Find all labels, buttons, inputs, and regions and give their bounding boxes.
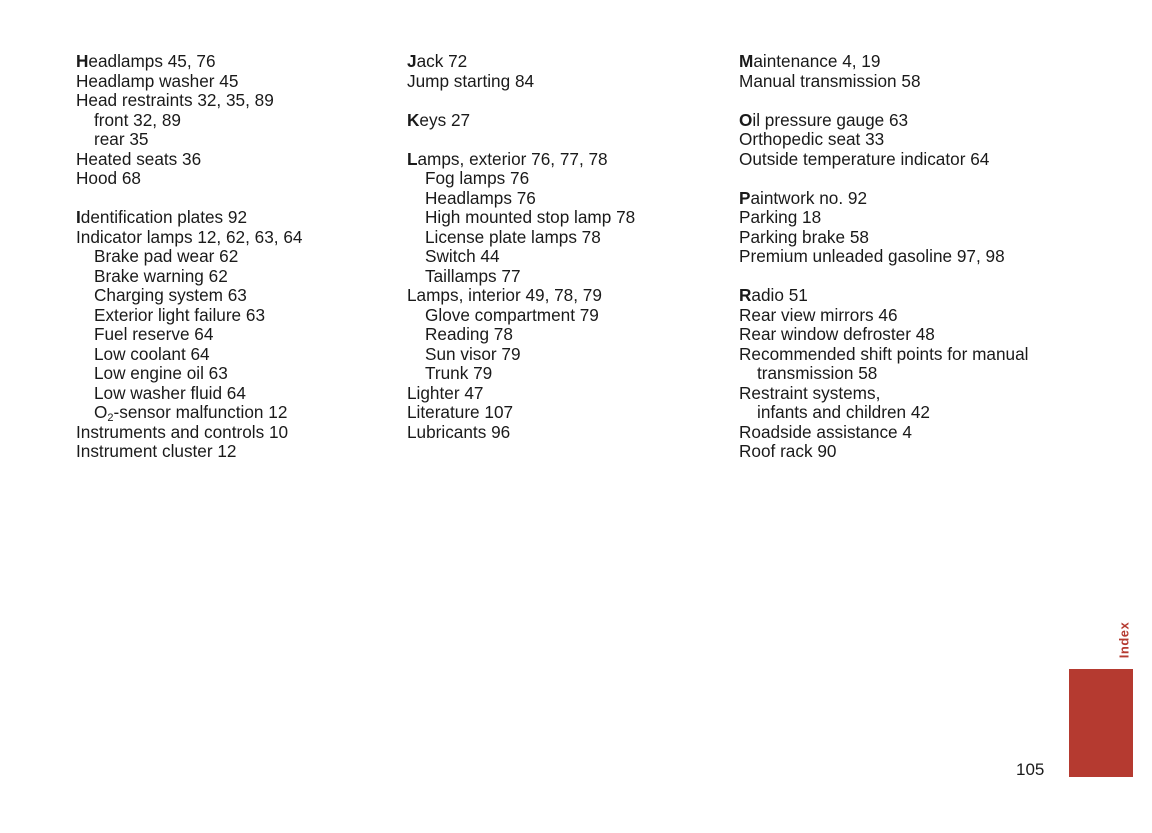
index-subentry: Exterior light failure 63 [94, 304, 266, 325]
index-entry: Oil pressure gauge 63 [739, 109, 909, 130]
index-subentry: Trunk 79 [425, 363, 493, 383]
index-subentry: Fuel reserve 64 [94, 324, 214, 344]
index-subentry: Charging system 63 [94, 285, 247, 305]
index-entry: Restraint systems, [739, 382, 881, 403]
index-subentry: $O_2$-sensor malfunction 12 [94, 402, 288, 424]
index-subentry: Low coolant 64 [94, 343, 210, 364]
index-tab-text: Index [1116, 621, 1132, 659]
index-entry: Roadside assistance 4 [739, 421, 912, 442]
index-subentry: Glove compartment 79 [425, 304, 599, 325]
index-entry: Lubricants 96 [407, 421, 511, 442]
index-entry: Instrument cluster 12 [76, 441, 237, 461]
index-subentry: Switch 44 [425, 246, 500, 266]
index-subentry: infants and children 42 [757, 402, 930, 422]
index-entry: Identification plates 92 [76, 207, 248, 227]
index-subentry: Low engine oil 63 [94, 363, 228, 383]
index-entry: Heated seats 36 [76, 148, 202, 169]
index-entry: Lamps, exterior 76, 77, 78 [407, 148, 608, 169]
index-subentry: Low washer fluid 64 [94, 382, 246, 403]
index-column-h-i [76, 52, 396, 462]
index-subentry: Brake pad wear 62 [94, 246, 239, 266]
section-gap [76, 189, 396, 209]
index-entry: Jump starting 84 [407, 70, 535, 91]
index-subentry: High mounted stop lamp 78 [425, 207, 636, 227]
index-entry: Head restraints 32, 35, 89 [76, 90, 274, 110]
index-entry: Radio 51 [739, 285, 808, 305]
index-entry: Premium unleaded gasoline 97, 98 [739, 246, 1005, 266]
index-entry: Rear view mirrors 46 [739, 304, 898, 325]
index-entry: Headlamp washer 45 [76, 70, 239, 91]
section-gap [407, 130, 727, 150]
index-subentry: Sun visor 79 [425, 343, 521, 364]
index-entry: Parking 18 [739, 207, 822, 227]
section-gap [739, 267, 1069, 287]
index-subentry: transmission 58 [757, 363, 878, 383]
index-entry: Literature 107 [407, 402, 514, 422]
index-entry: Keys 27 [407, 109, 471, 130]
index-subentry: Headlamps 76 [425, 187, 536, 208]
index-subentry: Taillamps 77 [425, 265, 521, 286]
page-number: 105 [1016, 760, 1045, 779]
index-subentry: rear 35 [94, 129, 149, 149]
index-entry: Instruments and controls 10 [76, 421, 289, 442]
index-entry: Roof rack 90 [739, 441, 837, 461]
index-entry: Headlamps 45, 76 [76, 51, 216, 71]
index-entry: Jack 72 [407, 51, 468, 71]
index-entry: Lighter 47 [407, 382, 484, 403]
index-thumb-tab [1069, 669, 1133, 777]
index-entry: Paintwork no. 92 [739, 187, 868, 208]
index-entry: Orthopedic seat 33 [739, 129, 885, 149]
section-gap [739, 169, 1069, 189]
index-tab-label [1114, 620, 1134, 660]
index-entry: Hood 68 [76, 168, 141, 188]
index-subentry: License plate lamps 78 [425, 226, 601, 247]
index-entry: Indicator lamps 12, 62, 63, 64 [76, 226, 303, 247]
index-entry: Rear window defroster 48 [739, 324, 935, 344]
index-column-j-l [407, 52, 727, 442]
index-subentry: Reading 78 [425, 324, 513, 344]
index-subentry: Brake warning 62 [94, 265, 228, 286]
index-entry: Maintenance 4, 19 [739, 51, 881, 71]
section-gap [407, 91, 727, 111]
section-gap [739, 91, 1069, 111]
index-entry: Outside temperature indicator 64 [739, 148, 990, 169]
index-subentry: Fog lamps 76 [425, 168, 530, 188]
index-entry: Recommended shift points for manual [739, 343, 1029, 364]
index-entry: Manual transmission 58 [739, 70, 921, 91]
index-entry: Lamps, interior 49, 78, 79 [407, 285, 602, 305]
index-column-m-r [739, 52, 1069, 462]
index-entry: Parking brake 58 [739, 226, 869, 247]
index-subentry: front 32, 89 [94, 109, 181, 130]
